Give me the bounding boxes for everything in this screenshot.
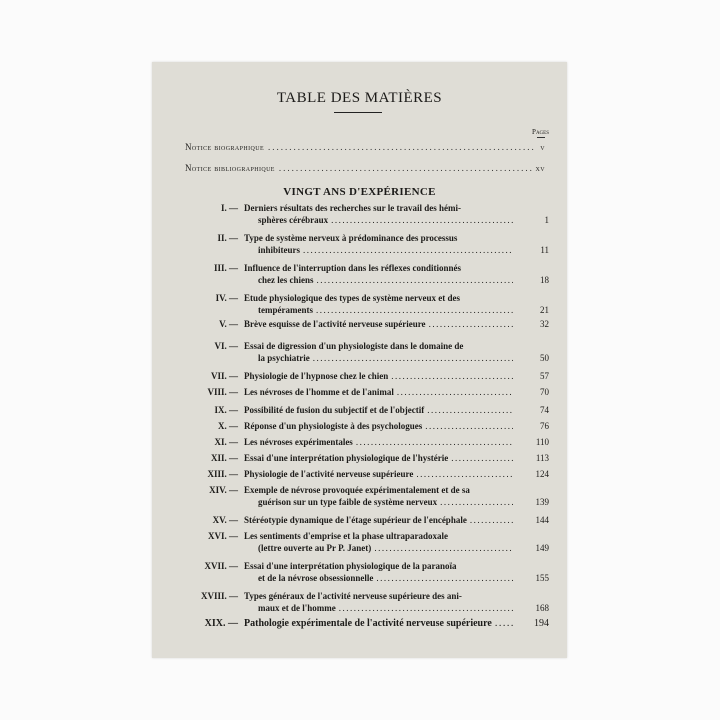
chapter-title: Pathologie expérimentale de l'activité nerveuse supérieure .....	[244, 618, 513, 630]
chapter-title: Possibilité de fusion du subjectif et de l'objectif .....	[244, 404, 513, 416]
chapter-number: XII. —	[210, 453, 238, 463]
page-number: 149	[535, 543, 549, 553]
notice-biographique	[185, 142, 545, 152]
notice-label: Notice bibliographique	[185, 163, 275, 173]
chapter-number: XIX. —	[204, 618, 238, 629]
notice-label: Notice biographique	[185, 142, 265, 152]
chapter-number: XIV. —	[209, 485, 238, 495]
chapter-title: Brève esquisse de l'activité nerveuse supérieure .....	[244, 318, 513, 330]
page-number: 11	[540, 245, 549, 255]
pages-header-label: Pages	[532, 128, 549, 136]
page-number: 194	[534, 618, 549, 629]
chapter-number: XV. —	[212, 515, 238, 525]
chapter-title: Derniers résultats des recherches sur le travail des hémi- sphères cérébraux .....	[244, 202, 513, 226]
page-number: 155	[535, 573, 549, 583]
page-number: 144	[535, 515, 549, 525]
page-number: 57	[540, 371, 549, 381]
book-page	[152, 62, 567, 658]
page-number: 74	[540, 405, 549, 415]
chapter-title: Essai d'une interprétation physiologique de la paranoïa et de la névrose obsessionnelle .....	[244, 560, 513, 584]
page-number: 18	[540, 275, 549, 285]
chapter-number: XVI. —	[207, 531, 238, 541]
page-number: 113	[535, 453, 549, 463]
pages-column-header	[532, 128, 549, 138]
chapter-title: Exemple de névrose provoquée expérimentalement et de sa guérison sur un type faible de système nerveux .....	[244, 484, 513, 508]
page-number: 21	[540, 305, 549, 315]
chapter-number: X. —	[218, 421, 238, 431]
notice-bibliographique	[185, 163, 545, 173]
page-number: 1	[544, 215, 549, 225]
chapter-number: II. —	[217, 233, 238, 243]
chapter-title: Etude physiologique des types de système nerveux et des tempéraments .....	[244, 292, 513, 316]
page-number: 32	[540, 319, 549, 329]
chapter-title: Les névroses de l'homme et de l'animal .....	[244, 386, 513, 398]
chapter-title: Essai d'une interprétation physiologique de l'hystérie .....	[244, 452, 513, 464]
chapter-title: Types généraux de l'activité nerveuse supérieure des ani- maux et de l'homme .....	[244, 590, 513, 614]
chapter-title: Essai de digression d'un physiologiste dans le domaine de la psychiatrie .....	[244, 340, 513, 364]
notice-page: xv	[535, 163, 545, 173]
chapter-title: Les sentiments d'emprise et la phase ultraparadoxale (lettre ouverte au Pr P. Janet) .....	[244, 530, 513, 554]
chapter-title: Physiologie de l'hypnose chez le chien .....	[244, 370, 513, 382]
chapter-number: XI. —	[214, 437, 238, 447]
chapter-number: I. —	[220, 203, 238, 213]
chapter-number: XVIII. —	[200, 591, 238, 601]
page-number: 110	[535, 437, 549, 447]
chapter-title: Type de système nerveux à prédominance des processus inhibiteurs .....	[244, 232, 513, 256]
chapter-number: IX. —	[214, 405, 238, 415]
chapter-title: Physiologie de l'activité nerveuse supérieure .....	[244, 468, 513, 480]
chapter-title: Les névroses expérimentales .....	[244, 436, 513, 448]
chapter-number: VI. —	[214, 341, 238, 351]
page-number: 139	[535, 497, 549, 507]
chapter-number: VII. —	[210, 371, 238, 381]
page-title: TABLE DES MATIÈRES	[276, 90, 443, 106]
chapter-number: IV. —	[215, 293, 238, 303]
page-number: 124	[535, 469, 549, 479]
page-number: 50	[540, 353, 549, 363]
chapter-title: Influence de l'interruption dans les réflexes conditionnés chez les chiens .....	[244, 262, 513, 286]
chapter-title: Stéréotypie dynamique de l'étage supérieur de l'encéphale .....	[244, 514, 513, 526]
chapter-number: XIII. —	[207, 469, 238, 479]
chapter-number: VIII. —	[207, 387, 238, 397]
chapter-title: Réponse d'un physiologiste à des psychologues .....	[244, 420, 513, 432]
section-heading: VINGT ANS D'EXPÉRIENCE	[283, 186, 436, 198]
chapter-number: V. —	[219, 319, 238, 329]
page-number: 76	[540, 421, 549, 431]
chapter-number: XVII. —	[204, 561, 238, 571]
chapter-number: III. —	[213, 263, 238, 273]
notice-page: v	[540, 142, 545, 152]
title-rule	[334, 112, 382, 113]
page-number: 70	[540, 387, 549, 397]
page-number: 168	[535, 603, 549, 613]
